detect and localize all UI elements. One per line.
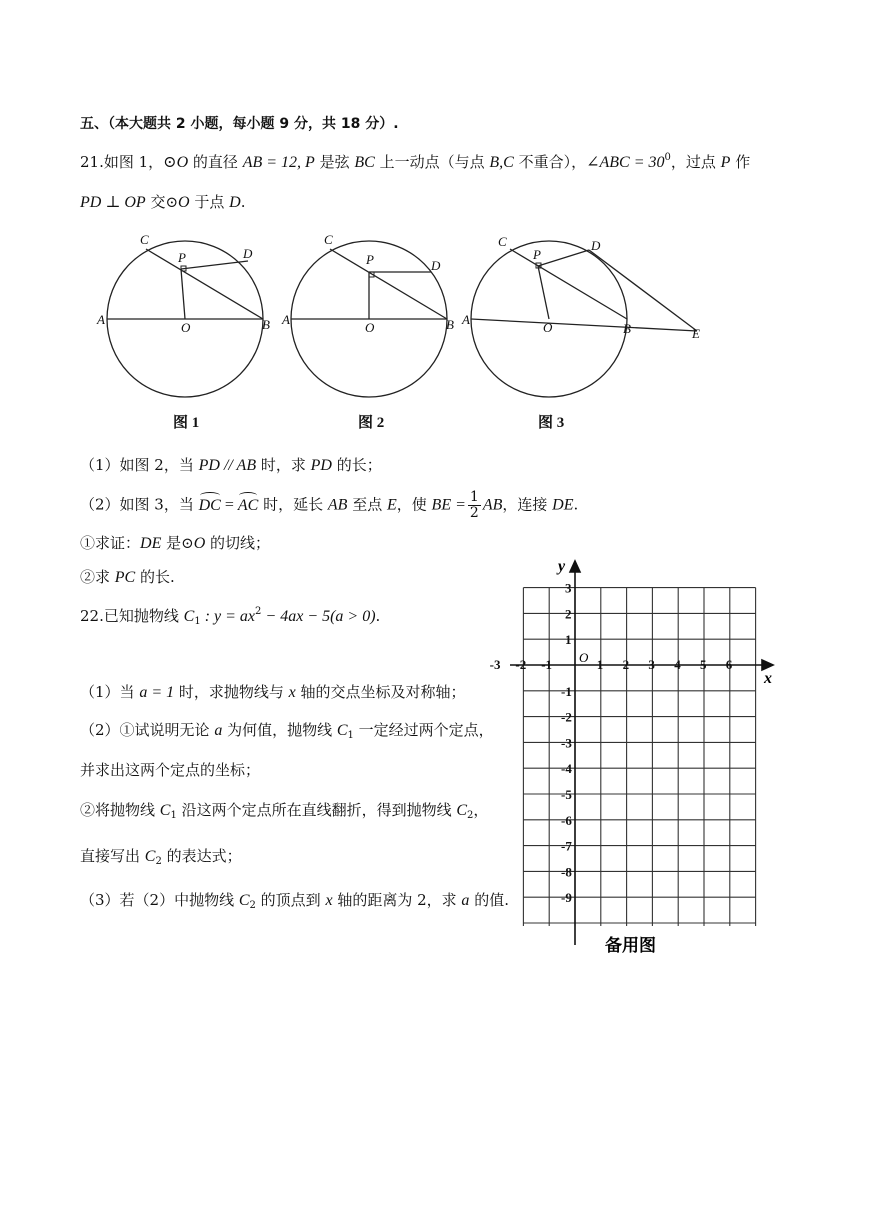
y-tick-label: -6 — [561, 812, 572, 828]
q22-part2b: ②将抛物线 $C_1$ 沿这两个定点所在直线翻折，得到抛物线 $C_2$， — [80, 801, 489, 821]
x-tick-label: 3 — [648, 657, 655, 672]
fig3-segment-de — [589, 250, 697, 331]
y-axis-arrow-icon — [570, 561, 580, 572]
fig3-segment-pd — [538, 250, 589, 266]
x-axis-label: x — [764, 670, 772, 687]
y-tick-label: 3 — [565, 580, 572, 596]
origin-label: O — [579, 650, 589, 665]
q22-part2a-cont: 并求出这两个定点的坐标； — [80, 761, 261, 779]
fig1-label-o: O — [181, 320, 191, 335]
q21-part1: （1）如图 2，当 PD // AB 时，求 PD 的长； — [80, 456, 382, 474]
q22-number: 22. — [80, 607, 104, 625]
q22-part2a: （2）①试说明无论 a 为何值，抛物线 $C_1$ 一定经过两个定点， — [80, 721, 494, 741]
fig3-line-ae — [471, 319, 697, 331]
x-tick-label: -2 — [515, 657, 527, 672]
x-tick-label: 6 — [725, 657, 733, 672]
fig3-segment-op — [538, 266, 549, 319]
q22-part2b-cont: 直接写出 $C_2$ 的表达式； — [80, 847, 242, 867]
y-tick-label: 1 — [565, 632, 572, 648]
y-tick-label: -4 — [561, 761, 572, 777]
fig1-caption: 图 1 — [173, 415, 200, 431]
q22-part1: （1）当 a = 1 时，求抛物线与 x 轴的交点坐标及对称轴； — [80, 683, 466, 701]
fig3-chord-bc — [510, 249, 627, 319]
x-tick-label: -1 — [541, 657, 553, 672]
q21-number: 21. — [80, 153, 104, 171]
y-tick-label: -5 — [561, 787, 572, 802]
fig3-label-b: B — [623, 321, 631, 336]
fig3-label-p: P — [533, 247, 541, 262]
x-tick-label: 4 — [674, 657, 681, 672]
y-tick-label: -2 — [561, 709, 572, 725]
fig3-caption: 图 3 — [538, 415, 565, 431]
fig1-segment-op — [181, 269, 185, 319]
fig1-label-d: D — [243, 246, 253, 261]
fig2-label-d: D — [431, 258, 441, 273]
x-axis-arrow-icon — [762, 660, 773, 670]
arc-ac: AC — [237, 496, 259, 514]
grid-lines — [523, 588, 755, 926]
fig2-label-c: C — [324, 232, 333, 247]
x-tick-label: 5 — [700, 657, 707, 672]
fig2-label-a: A — [282, 312, 290, 327]
q22-statement: 22.已知抛物线 $C_1$ : $y = ax^2 - 4ax - 5(a > 0)$. — [80, 606, 381, 627]
fig1-label-c: C — [140, 232, 149, 247]
y-tick-label: 2 — [565, 606, 572, 622]
fraction-one-half: $\frac{1}{2}$ — [469, 489, 479, 521]
q21-statement-line2: PD ⊥ OP 交⊙O 于点 D. — [80, 193, 246, 211]
y-tick-label: -7 — [561, 838, 572, 854]
q21-sub1: ①求证：DE 是⊙O 的切线； — [80, 534, 271, 552]
fig3-label-c: C — [498, 234, 507, 249]
fig2-label-o: O — [365, 320, 375, 335]
fig3-label-e: E — [692, 326, 700, 341]
grid-caption: 备用图 — [605, 936, 656, 956]
q22-part3: （3）若（2）中抛物线 $C_2$ 的顶点到 x 轴的距离为 2，求 a 的值. — [80, 891, 509, 911]
coordinate-grid — [489, 555, 795, 965]
y-tick-label: -9 — [561, 890, 572, 906]
q21-statement-line1: 21.如图 1，⊙O 的直径 AB = 12, P 是弦 BC 上一动点（与点 B,C 不重合），∠ABC = $30^0$，过点 P 作 — [80, 152, 751, 171]
y-tick-label: -3 — [561, 735, 572, 751]
q21-sub2: ②求 PC 的长. — [80, 568, 175, 586]
fig2-chord-bc — [330, 249, 447, 319]
y-axis-label: y — [558, 558, 566, 575]
fig3-label-d: D — [591, 238, 601, 253]
fig2-caption: 图 2 — [358, 415, 385, 431]
y-tick-label: -8 — [561, 864, 572, 880]
arc-dc: DC — [198, 496, 221, 514]
fig2-label-b: B — [446, 317, 454, 332]
y-tick-label: -1 — [561, 683, 572, 699]
fig1-label-p: P — [178, 250, 186, 265]
q21-part2: （2）如图 3，当 DC = AC 时，延长 AB 至点 E，使 BE = $\frac{1}{2}$ AB，连接 DE. — [80, 489, 579, 521]
fig1-label-b: B — [262, 317, 270, 332]
fig1-label-a: A — [97, 312, 105, 327]
fig1-segment-pd — [181, 261, 248, 269]
q21-figures — [85, 228, 725, 438]
x-tick-label: 1 — [596, 657, 604, 672]
x-tick-label: -3 — [489, 657, 501, 672]
x-tick-label: 2 — [622, 657, 630, 672]
section-header: 五、（本大题共 2 小题，每小题 9 分，共 18 分）. — [80, 116, 399, 132]
fig3-label-o: O — [543, 320, 553, 335]
fig3-label-a: A — [462, 312, 470, 327]
fig2-label-p: P — [366, 252, 374, 267]
